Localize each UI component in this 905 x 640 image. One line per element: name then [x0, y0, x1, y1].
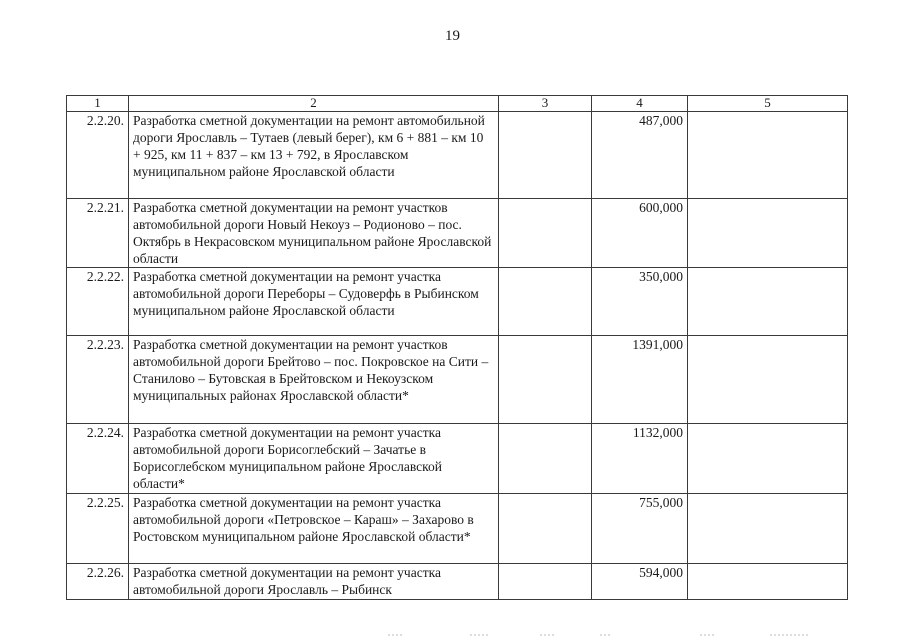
row-number: 2.2.23. [67, 336, 129, 424]
row-amount: 350,000 [592, 268, 688, 336]
table-row [67, 424, 848, 494]
row-col-3 [499, 336, 592, 424]
row-col-5 [688, 336, 848, 424]
table-row [67, 268, 848, 336]
row-col-3 [499, 424, 592, 494]
header-col-1: 1 [67, 96, 129, 112]
row-description: Разработка сметной документации на ремонт участка автомобильной дороги Борисоглебский – Зачатье в Борисоглебском муниципальном районе Ярославской области* [129, 424, 499, 494]
row-col-3 [499, 564, 592, 600]
row-amount: 487,000 [592, 112, 688, 199]
row-description: Разработка сметной документации на ремонт участков автомобильной дороги Новый Некоуз – Родионово – пос. Октябрь в Некрасовском муниципальном районе Ярославской области [129, 199, 499, 268]
table-header-row [67, 96, 848, 112]
row-col-5 [688, 268, 848, 336]
table-row [67, 199, 848, 268]
row-amount: 1391,000 [592, 336, 688, 424]
row-number: 2.2.25. [67, 494, 129, 564]
row-col-3 [499, 268, 592, 336]
row-col-5 [688, 424, 848, 494]
row-col-5 [688, 112, 848, 199]
table-row [67, 564, 848, 600]
row-col-3 [499, 199, 592, 268]
row-amount: 755,000 [592, 494, 688, 564]
row-number: 2.2.22. [67, 268, 129, 336]
header-col-3: 3 [499, 96, 592, 112]
row-col-3 [499, 494, 592, 564]
header-col-4: 4 [592, 96, 688, 112]
header-col-2: 2 [129, 96, 499, 112]
row-number: 2.2.21. [67, 199, 129, 268]
row-description: Разработка сметной документации на ремонт автомобильной дороги Ярославль – Тутаев (левый берег), км 6 + 881 – км 10 + 925, км 11 + 837 – км 13 + 792, в Ярославском муниципальном районе Ярославской области [129, 112, 499, 199]
header-col-5: 5 [688, 96, 848, 112]
row-col-5 [688, 199, 848, 268]
page-number: 19 [445, 28, 460, 44]
row-description: Разработка сметной документации на ремонт участков автомобильной дороги Брейтово – пос. Покровское на Сити – Станилово – Бутовская в Брейтовском и Некоузском муниципальных районах Ярославской области* [129, 336, 499, 424]
row-amount: 1132,000 [592, 424, 688, 494]
row-description: Разработка сметной документации на ремонт участка автомобильной дороги Переборы – Судоверфь в Рыбинском муниципальном районе Ярославской области [129, 268, 499, 336]
scan-artifact-marks [0, 632, 905, 638]
row-number: 2.2.26. [67, 564, 129, 600]
row-col-5 [688, 564, 848, 600]
row-number: 2.2.24. [67, 424, 129, 494]
row-number: 2.2.20. [67, 112, 129, 199]
row-description: Разработка сметной документации на ремонт участка автомобильной дороги Ярославль – Рыбинск [129, 564, 499, 600]
table-row [67, 336, 848, 424]
row-col-5 [688, 494, 848, 564]
budget-table [66, 95, 848, 600]
row-col-3 [499, 112, 592, 199]
table-row [67, 112, 848, 199]
row-amount: 600,000 [592, 199, 688, 268]
row-amount: 594,000 [592, 564, 688, 600]
row-description: Разработка сметной документации на ремонт участка автомобильной дороги «Петровское – Караш» – Захарово в Ростовском муниципальном районе Ярославской области* [129, 494, 499, 564]
table-row [67, 494, 848, 564]
